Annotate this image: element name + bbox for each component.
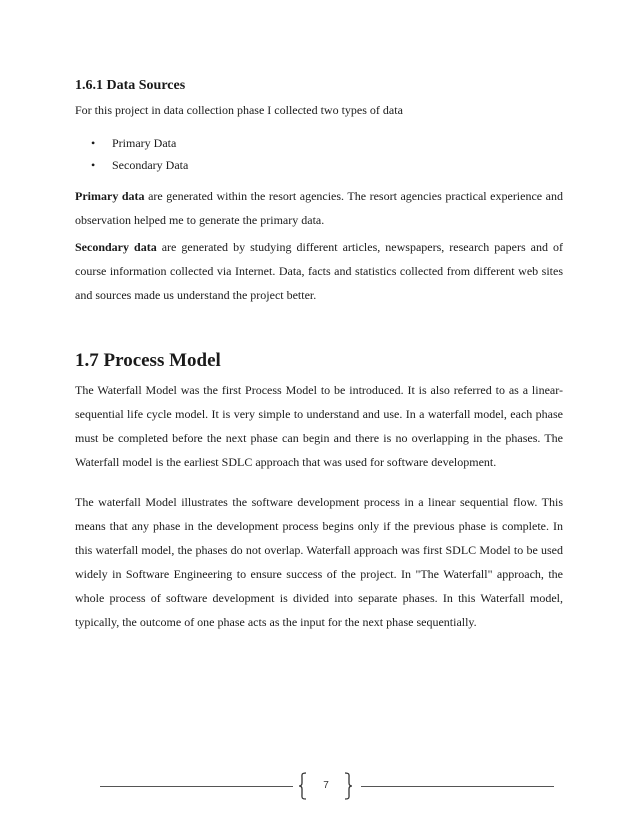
waterfall-paragraph-2: The waterfall Model illustrates the software development process in a linear sequential flow. This means that any phase in the development process begins only if the previous phase is complete. In this waterfall model, the phases do not overlap. Waterfall approach was first SDLC Model to be used widely in Software Engineering to ensure success of the project. In "The Waterfall" approach, the whole process of software development is divided into separate phases. In this Waterfall model, typically, the outcome of one phase acts as the input for the next phase sequentially. — [75, 495, 563, 629]
primary-data-paragraph — [75, 184, 563, 232]
primary-data-term: Primary data — [75, 189, 145, 203]
right-bracket-icon — [344, 772, 353, 800]
data-sources-intro: For this project in data collection phase I collected two types of data — [75, 103, 403, 117]
secondary-data-paragraph — [75, 235, 563, 307]
footer-divider-left — [100, 786, 293, 787]
left-bracket-icon — [298, 772, 307, 800]
list-item — [75, 132, 188, 154]
page-number: 7 — [323, 780, 329, 791]
footer-divider-right — [361, 786, 554, 787]
primary-data-text: are generated within the resort agencies. The resort agencies practical experience and observation helped me to generate the primary data. — [75, 189, 563, 227]
list-item-label: Primary Data — [112, 136, 177, 150]
bullet-icon: • — [91, 136, 96, 150]
section-heading-process-model: 1.7 Process Model — [75, 350, 221, 371]
data-types-list — [75, 132, 188, 176]
list-item-label: Secondary Data — [112, 158, 189, 172]
list-item — [75, 154, 188, 176]
section-heading-data-sources: 1.6.1 Data Sources — [75, 78, 186, 93]
waterfall-paragraph-1: The Waterfall Model was the first Process Model to be introduced. It is also referred to as a linear-sequential life cycle model. It is very simple to understand and use. In a waterfall model, each phase must be completed before the next phase can begin and there is no overlapping in the phases. The Waterfall model is the earliest SDLC approach that was used for software development. — [75, 383, 563, 469]
secondary-data-term: Secondary data — [75, 240, 157, 254]
secondary-data-text: are generated by studying different articles, newspapers, research papers and of course information collected via Internet. Data, facts and statistics collected from different web sites and sources made us understand the project better. — [75, 240, 563, 302]
bullet-icon: • — [91, 158, 96, 172]
